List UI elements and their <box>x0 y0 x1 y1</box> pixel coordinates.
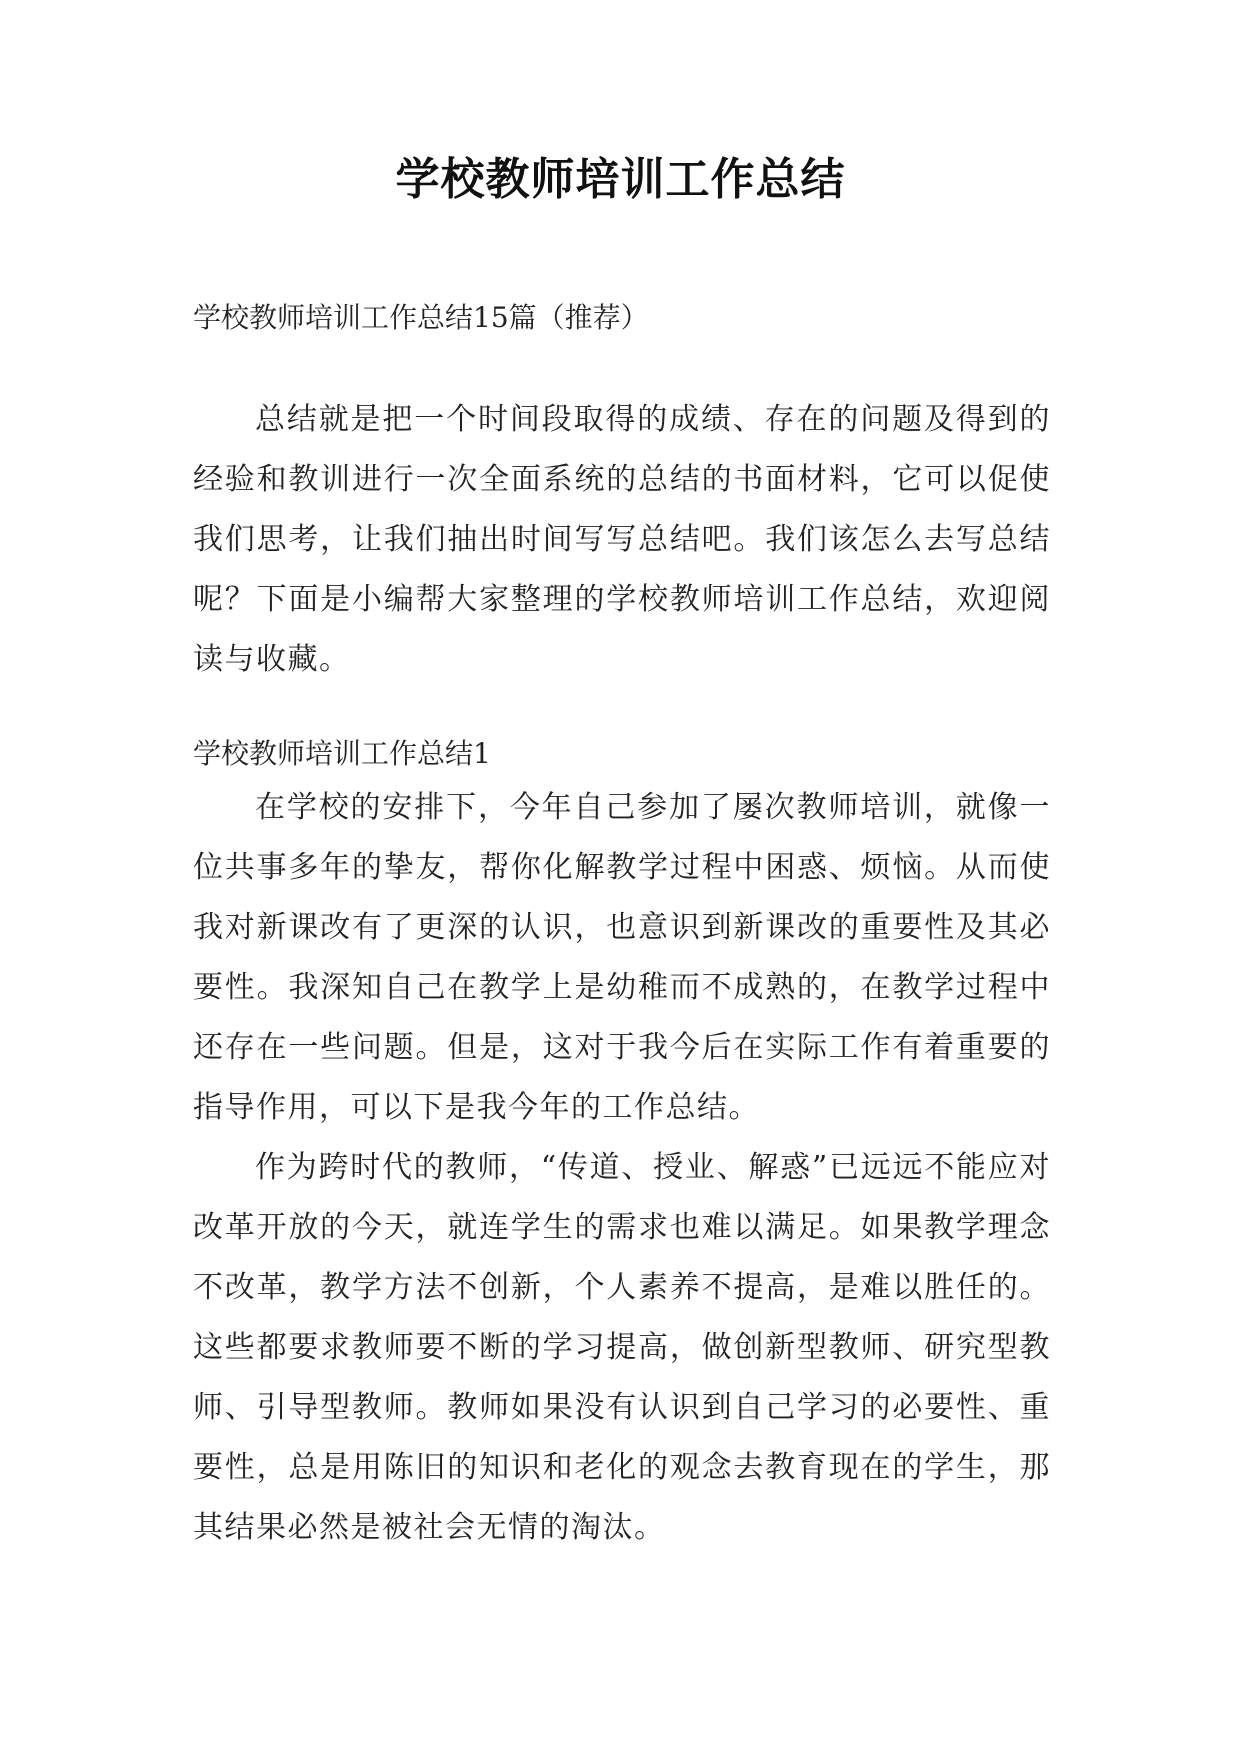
body-paragraph: 作为跨时代的教师，“传道、授业、解惑”已远远不能应对改革开放的今天，就连学生的需求也难以满足。如果教学理念不改革，教学方法不创新，个人素养不提高，是难以胜任的。这些都要求教师要不断的学习提高，做创新型教师、研究型教师、引导型教师。教师如果没有认识到自己学习的必要性、重要性，总是用陈旧的知识和老化的观念去教育现在的学生，那其结果必然是被社会无情的淘汰。 <box>193 1150 1051 1545</box>
section-heading: 学校教师培训工作总结1 <box>193 737 491 770</box>
document-body <box>193 296 1051 1558</box>
spacer <box>193 690 1051 732</box>
intro-paragraph: 总结就是把一个时间段取得的成绩、存在的问题及得到的经验和教训进行一次全面系统的总结的书面材料，它可以促使我们思考，让我们抽出时间写写总结吧。我们该怎么去写总结呢？下面是小编帮大家整理的学校教师培训工作总结，欢迎阅读与收藏。 <box>193 402 1051 677</box>
spacer <box>193 340 1051 390</box>
document-title: 学校教师培训工作总结 <box>395 154 846 205</box>
document-subtitle: 学校教师培训工作总结15篇（推荐） <box>193 301 649 334</box>
body-paragraph: 在学校的安排下，今年自己参加了屡次教师培训，就像一位共事多年的挚友，帮你化解教学过程中困惑、烦恼。从而使我对新课改有了更深的认识，也意识到新课改的重要性及其必要性。我深知自己在教学上是幼稚而不成熟的，在教学过程中还存在一些问题。但是，这对于我今后在实际工作有着重要的指导作用，可以下是我今年的工作总结。 <box>193 790 1051 1125</box>
